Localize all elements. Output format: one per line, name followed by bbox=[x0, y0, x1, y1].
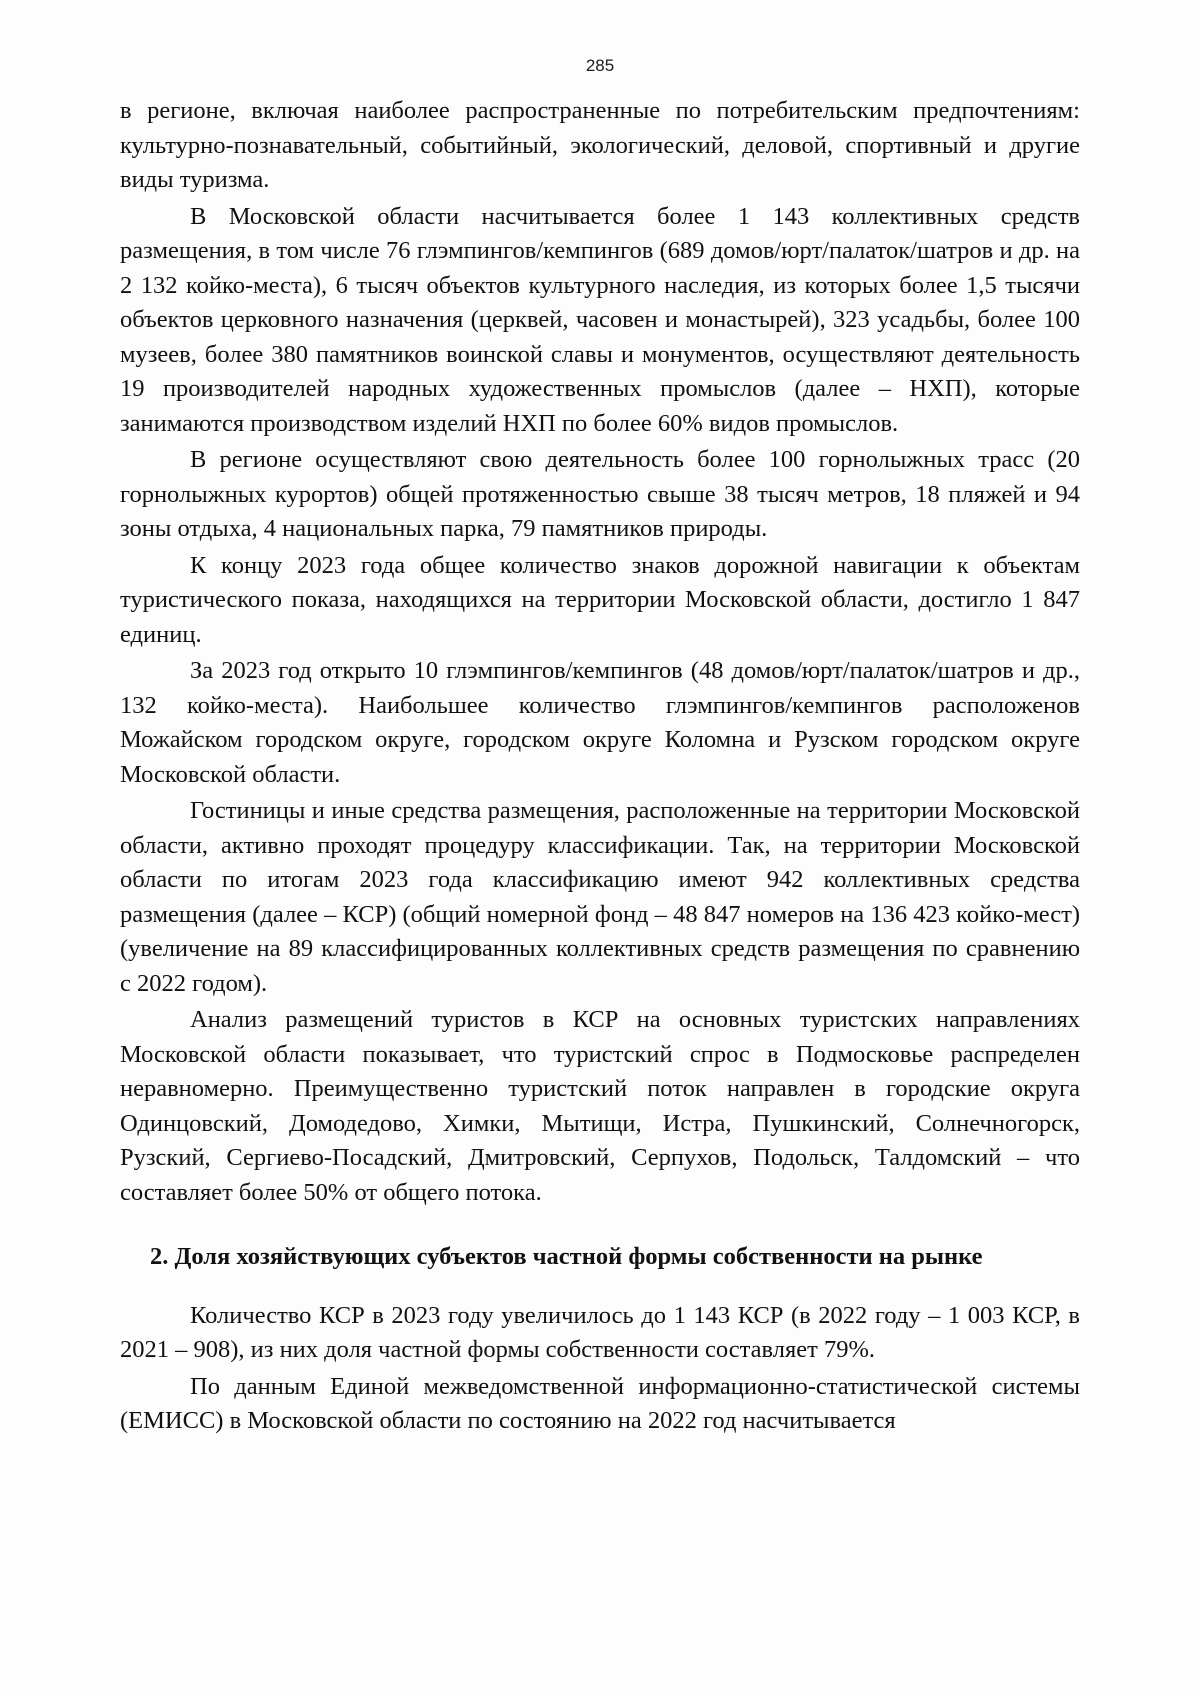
paragraph: В регионе осуществляют свою деятельность более 100 горнолыжных трасс (20 горнолыжных курортов) общей протяженностью свыше 38 тысяч метров, 18 пляжей и 94 зоны отдыха, 4 национальных парка, 79 памятников природы. bbox=[120, 446, 1080, 542]
paragraph: В Московской области насчитывается более 1 143 коллективных средств размещения, в том числе 76 глэмпингов/кемпингов (689 домов/юрт/палаток/шатров и др. на 2 132 койко-места), 6 тысяч объектов культурного наследия, из которых более 1,5 тысячи объектов церковного назначения (церквей, часовен и монастырей), 323 усадьбы, более 100 музеев, более 380 памятников воинской славы и монументов, осуществляют деятельность 19 производителей народных художественных промыслов (далее – НХП), которые занимаются производством изделий НХП по более 60% видов промыслов. bbox=[120, 202, 1080, 437]
paragraph: По данным Единой межведомственной информационно-статистической системы (ЕМИСС) в Московской области по состоянию на 2022 год насчитывается bbox=[120, 1372, 1080, 1434]
paragraph: в регионе, включая наиболее распространенные по потребительским предпочтениям: культурно-познавательный, событийный, экологический, деловой, спортивный и другие виды туризма. bbox=[120, 97, 1080, 193]
paragraph: За 2023 год открыто 10 глэмпингов/кемпингов (48 домов/юрт/палаток/шатров и др., 132 койко-места). Наибольшее количество глэмпингов/кемпингов расположенов Можайском городском округе, городском округе Коломна и Рузском городском округе Московской области. bbox=[120, 657, 1080, 788]
paragraph: Анализ размещений туристов в КСР на основных туристских направлениях Московской области показывает, что туристский спрос в Подмосковье распределен неравномерно. Преимущественно туристский поток направлен в городские округа Одинцовский, Домодедово, Химки, Мытищи, Истра, Пушкинский, Солнечногорск, Рузский, Сергиево-Посадский, Дмитровский, Серпухов, Подольск, Талдомский – что составляет более 50% от общего потока. bbox=[120, 1006, 1080, 1206]
paragraph: Количество КСР в 2023 году увеличилось до 1 143 КСР (в 2022 году – 1 003 КСР, в 2021 – 908), из них доля частной формы собственности составляет 79%. bbox=[120, 1301, 1080, 1363]
paragraph: Гостиницы и иные средства размещения, расположенные на территории Московской области, активно проходят процедуру классификации. Так, на территории Московской области по итогам 2023 года классификацию имеют 942 коллективных средства размещения (далее – КСР) (общий номерной фонд – 48 847 номеров на 136 423 койко-мест) (увеличение на 89 классифицированных коллективных средств размещения по сравнению с 2022 годом). bbox=[120, 797, 1080, 997]
document-body bbox=[120, 94, 1080, 1439]
page-number: 285 bbox=[585, 56, 615, 75]
section-heading: 2. Доля хозяйствующих субъектов частной формы собственности на рынке bbox=[150, 1243, 983, 1270]
paragraph: К концу 2023 года общее количество знаков дорожной навигации к объектам туристического показа, находящихся на территории Московской области, достигло 1 847 единиц. bbox=[120, 551, 1080, 648]
